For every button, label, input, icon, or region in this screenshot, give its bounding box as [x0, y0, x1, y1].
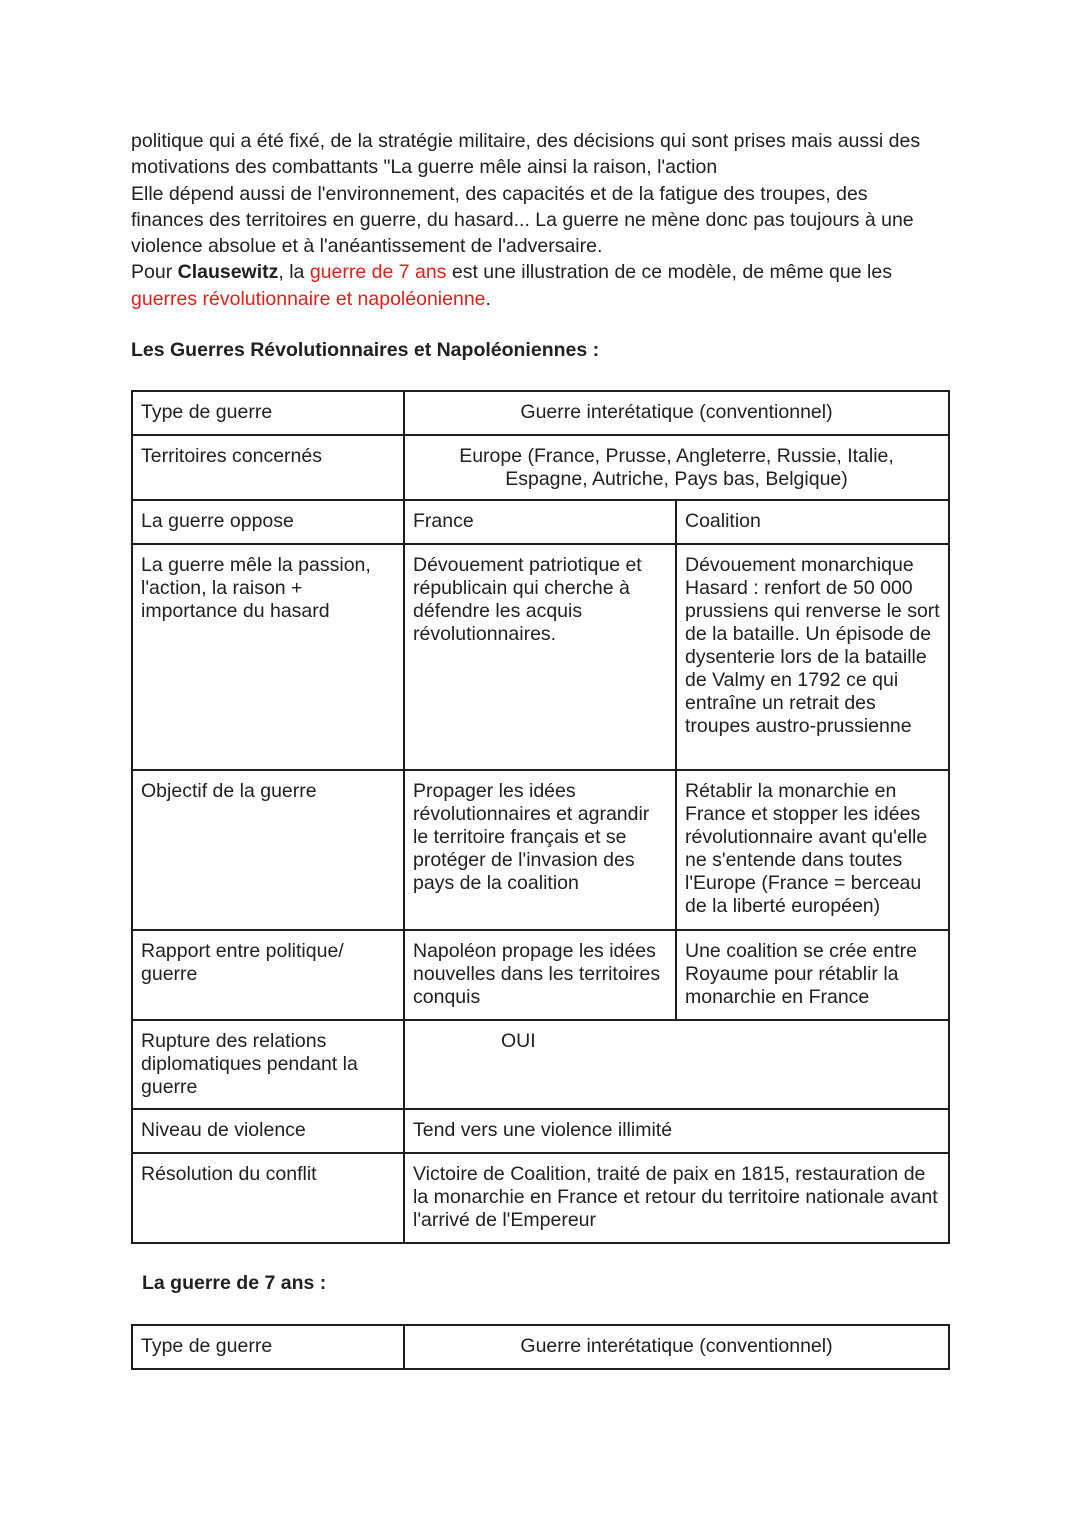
cell-coalition: Dévouement monarchique Hasard : renfort de 50 000 prussiens qui renverse le sort de la bataille. Un épisode de dysenterie lors de la bataille de Valmy en 1792 ce qui entraîne un retrait des troupes austro-prussienne	[676, 544, 949, 770]
intro-line: motivations des combattants "La guerre mêle ainsi la raison, l'action	[131, 156, 718, 179]
row-value: Guerre interétatique (conventionnel)	[404, 1325, 949, 1369]
row-label: Résolution du conflit	[132, 1153, 404, 1243]
clausewitz-name: Clausewitz	[177, 261, 279, 284]
text-run: Pour	[131, 261, 178, 284]
cell-coalition: Une coalition se crée entre Royaume pour rétablir la monarchie en France	[676, 930, 949, 1020]
table-guerres-revolutionnaires	[131, 390, 950, 1244]
row-label: Objectif de la guerre	[132, 770, 404, 930]
table-row	[132, 1109, 949, 1153]
row-label: Type de guerre	[132, 391, 404, 435]
row-label: Rupture des relations diplomatiques pendant la guerre	[132, 1020, 404, 1109]
document-page	[131, 128, 961, 1370]
intro-line	[131, 286, 961, 312]
text-run: , la	[278, 261, 310, 284]
table-row	[132, 544, 949, 770]
value-line: Europe (France, Prusse, Angleterre, Russie, Italie,	[459, 445, 894, 468]
highlight-guerre-7-ans: guerre de 7 ans	[309, 261, 447, 284]
intro-line: politique qui a été fixé, de la stratégie militaire, des décisions qui sont prises mais aussi des	[131, 130, 921, 152]
row-value	[404, 1020, 949, 1109]
section-heading-guerre-7-ans: La guerre de 7 ans :	[142, 1272, 327, 1295]
table-row	[132, 435, 949, 500]
text-run: .	[485, 287, 491, 310]
section-heading-revolutionnaires: Les Guerres Révolutionnaires et Napoléoniennes :	[131, 339, 600, 362]
row-label: La guerre mêle la passion, l'action, la raison + importance du hasard	[132, 544, 404, 770]
cell-france: Napoléon propage les idées nouvelles dans les territoires conquis	[404, 930, 676, 1020]
row-label: Territoires concernés	[132, 435, 404, 500]
intro-line: finances des territoires en guerre, du hasard... La guerre ne mène donc pas toujours à une	[131, 208, 914, 231]
table-row	[132, 1020, 949, 1109]
row-label: Niveau de violence	[132, 1109, 404, 1153]
table-row	[132, 1153, 949, 1243]
intro-line	[131, 259, 961, 285]
intro-paragraph	[131, 128, 961, 312]
text-run: est une illustration de ce modèle, de même que les	[446, 261, 892, 284]
row-label: Rapport entre politique/ guerre	[132, 930, 404, 1020]
intro-line: violence absolue et à l'anéantissement de l'adversaire.	[131, 235, 603, 258]
cell-coalition: Rétablir la monarchie en France et stopper les idées révolutionnaire avant qu'elle ne s'entende dans toutes l'Europe (France = berceau de la liberté européen)	[676, 770, 949, 930]
row-label: La guerre oppose	[132, 500, 404, 544]
table-row	[132, 770, 949, 930]
value-line: Espagne, Autriche, Pays bas, Belgique)	[505, 468, 848, 491]
cell-france: Dévouement patriotique et républicain qui cherche à défendre les acquis révolutionnaires.	[404, 544, 676, 770]
row-value	[404, 435, 949, 500]
table-row	[132, 500, 949, 544]
cell-france: Propager les idées révolutionnaires et agrandir le territoire français et se protéger de l'invasion des pays de la coalition	[404, 770, 676, 930]
table-row	[132, 930, 949, 1020]
highlight-guerres-revolutionnaires: guerres révolutionnaire et napoléonienne	[131, 287, 486, 310]
row-value: Guerre interétatique (conventionnel)	[404, 391, 949, 435]
table-row	[132, 391, 949, 435]
intro-line: Elle dépend aussi de l'environnement, des capacités et de la fatigue des troupes, des	[131, 182, 868, 205]
row-label: Type de guerre	[132, 1325, 404, 1369]
cell-coalition: Coalition	[676, 500, 949, 544]
row-value: Victoire de Coalition, traité de paix en 1815, restauration de la monarchie en France et retour du territoire nationale avant l'arrivé de l'Empereur	[404, 1153, 949, 1243]
rupture-value: OUI	[501, 1030, 536, 1053]
table-guerre-7-ans	[131, 1324, 950, 1370]
row-value: Tend vers une violence illimité	[404, 1109, 949, 1153]
table-row	[132, 1325, 949, 1369]
cell-france: France	[404, 500, 676, 544]
